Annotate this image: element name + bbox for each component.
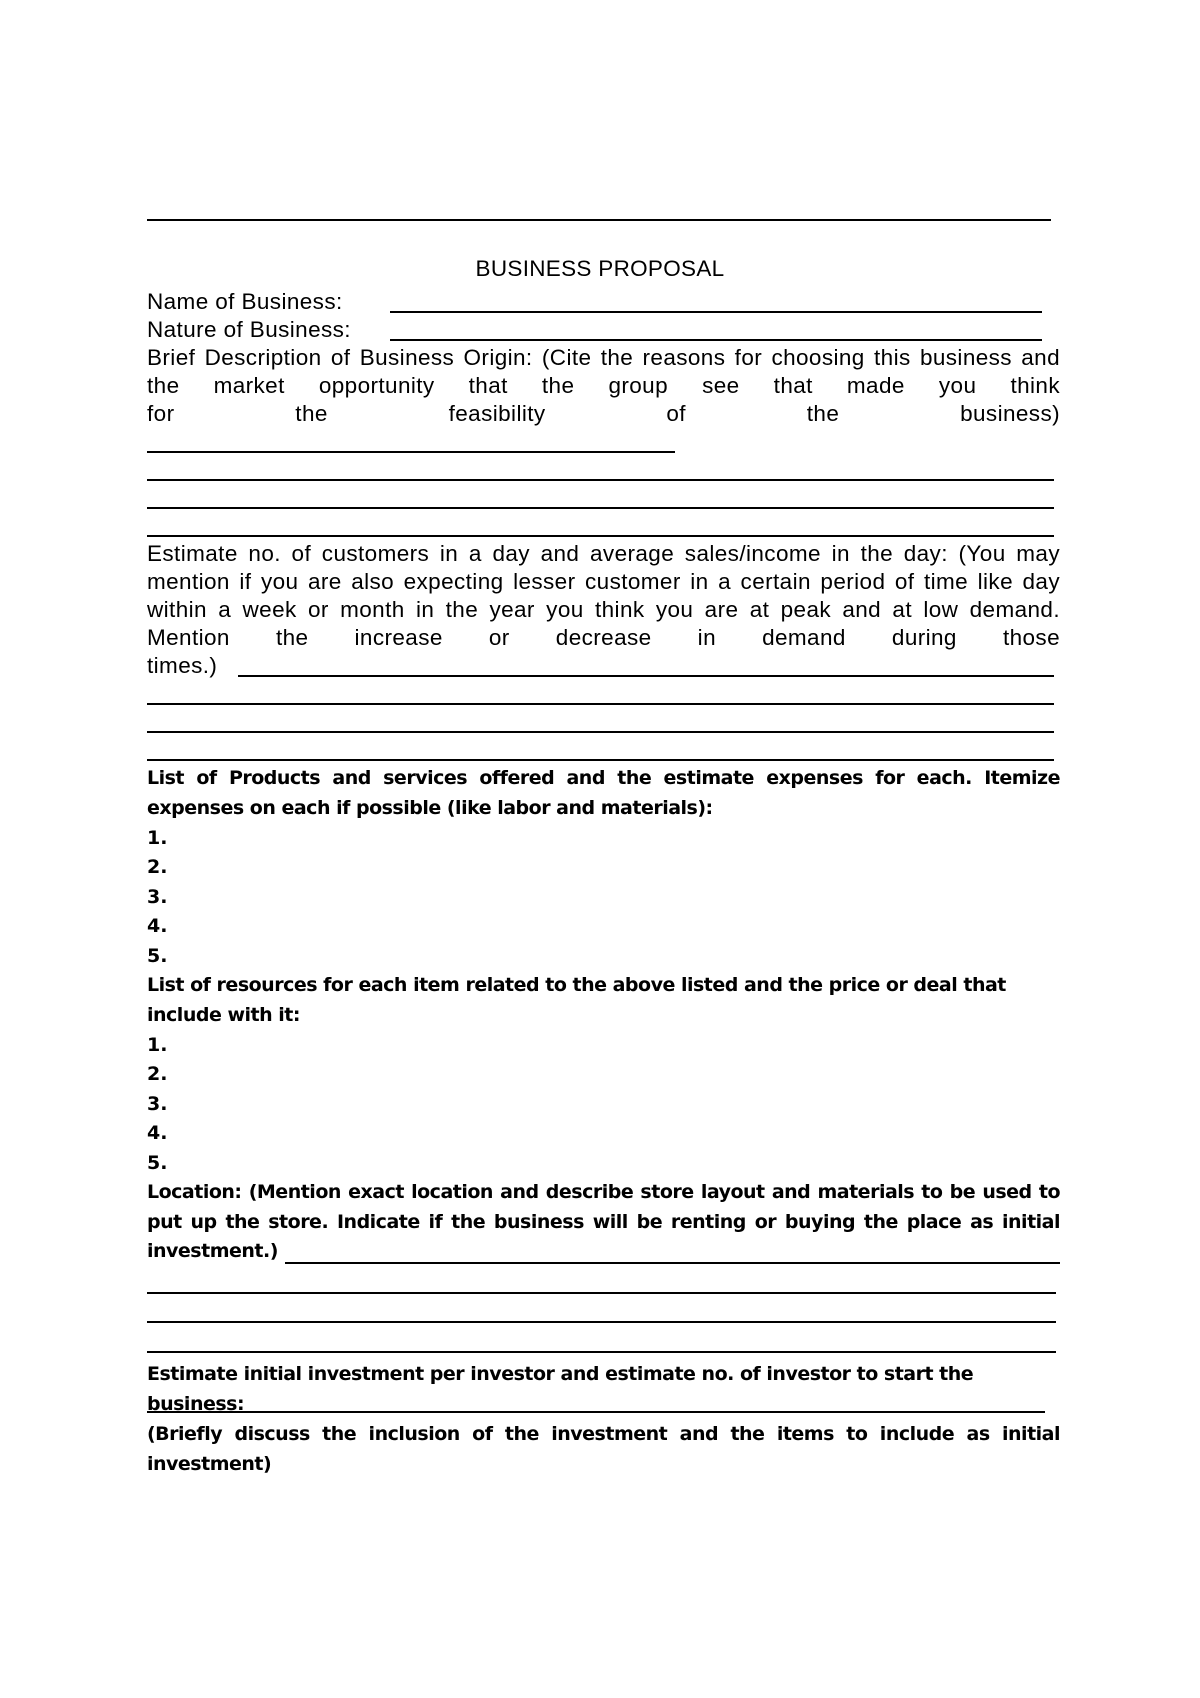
location-answer-line-3 xyxy=(147,1321,1056,1323)
resources-heading: List of resources for each item related to the above listed and the price or deal that include with it: xyxy=(147,974,1006,1026)
origin-answer-line-1 xyxy=(147,451,675,453)
products-item-3: 3. xyxy=(147,886,168,908)
origin-answer-line-3 xyxy=(147,507,1054,509)
location-answer-line-1 xyxy=(285,1262,1060,1264)
name-of-business-blank xyxy=(390,311,1042,313)
customers-estimate-prompt: Estimate no. of customers in a day and average sales/income in the day: (You may mention if you are also expecting lesser customer in a certain period of time like day within a week or month in the year you think you are at peak and at low demand. Mention the increase or decrease in demand during those xyxy=(147,541,1060,650)
location-prompt-last-line: investment.) xyxy=(147,1240,278,1262)
origin-answer-line-2 xyxy=(147,479,1054,481)
customers-estimate-prompt-last-line: times.) xyxy=(147,653,218,678)
products-item-4: 4. xyxy=(147,915,168,937)
products-item-1: 1. xyxy=(147,827,168,849)
location-answer-line-2 xyxy=(147,1292,1056,1294)
origin-answer-line-4 xyxy=(147,535,1054,537)
business-origin-prompt: Brief Description of Business Origin: (Cite the reasons for choosing this business and the market opportunity that the group see that made you think xyxy=(147,345,1060,398)
resources-item-4: 4. xyxy=(147,1122,168,1144)
customers-answer-line-1 xyxy=(238,675,1054,677)
investment-note: (Briefly discuss the inclusion of the investment and the items to include as initial investment) xyxy=(147,1423,1060,1475)
investment-heading: Estimate initial investment per investor and estimate no. of investor to start the business: xyxy=(147,1363,974,1415)
investment-answer-line xyxy=(147,1411,1045,1413)
nature-of-business-blank xyxy=(390,339,1042,341)
nature-of-business-label: Nature of Business: xyxy=(147,317,351,342)
name-of-business-label: Name of Business: xyxy=(147,289,343,314)
document-title: BUSINESS PROPOSAL xyxy=(475,256,725,281)
resources-item-3: 3. xyxy=(147,1093,168,1115)
location-answer-line-4 xyxy=(147,1351,1056,1353)
resources-item-2: 2. xyxy=(147,1063,168,1085)
products-item-5: 5. xyxy=(147,945,168,967)
location-prompt: Location: (Mention exact location and describe store layout and materials to be used to put up the store. Indicate if the business will be renting or buying the place as initial xyxy=(147,1181,1060,1233)
top-rule xyxy=(147,219,1051,221)
products-services-heading: List of Products and services offered and the estimate expenses for each. Itemize expenses on each if possible (like labor and materials): xyxy=(147,767,1060,819)
resources-item-5: 5. xyxy=(147,1152,168,1174)
customers-answer-line-2 xyxy=(147,703,1054,705)
products-item-2: 2. xyxy=(147,856,168,878)
customers-answer-line-4 xyxy=(147,759,1054,761)
customers-answer-line-3 xyxy=(147,731,1054,733)
business-origin-prompt-last-line: for the feasibility of the business) xyxy=(147,401,1060,426)
resources-item-1: 1. xyxy=(147,1034,168,1056)
